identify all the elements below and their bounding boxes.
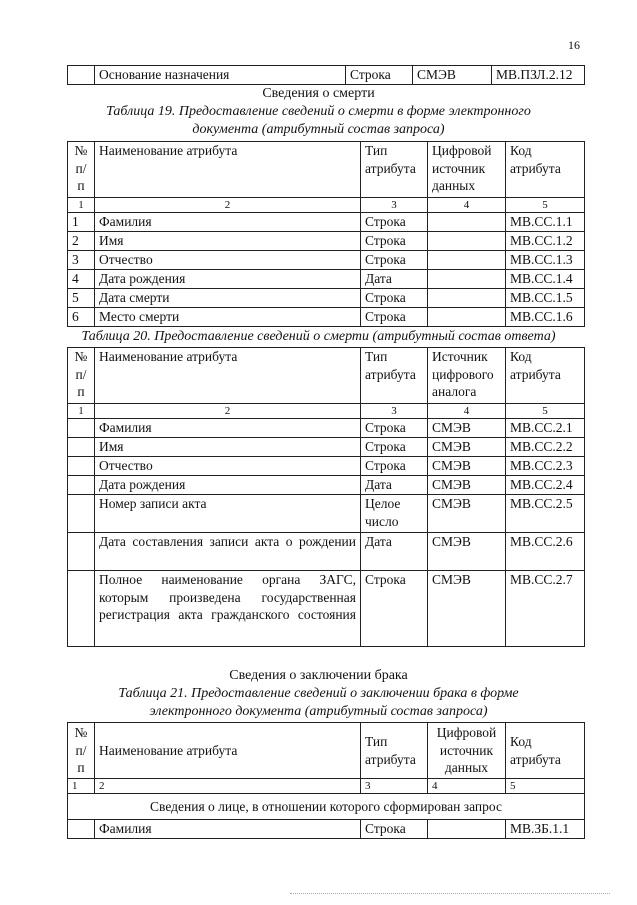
cell-source: СМЭВ	[428, 438, 506, 457]
index-cell: 5	[506, 779, 585, 794]
cell-attribute-name: Дата составления записи акта о рождении	[95, 533, 361, 571]
header-attribute-name: Наименование атрибута	[95, 142, 361, 198]
header-attribute-name: Наименование атрибута	[95, 348, 361, 404]
cell-code: МВ.СС.1.5	[506, 289, 585, 308]
table-row	[68, 66, 585, 85]
cell-attribute-type: Строка	[361, 213, 428, 232]
cell-attribute-type: Строка	[361, 232, 428, 251]
cell-number: 3	[68, 251, 95, 270]
cell-code: МВ.СС.1.6	[506, 308, 585, 327]
table-row	[68, 289, 585, 308]
cell-attribute-name: Фамилия	[95, 820, 361, 839]
cell-attribute-type: Строка	[361, 289, 428, 308]
cell-number: 6	[68, 308, 95, 327]
header-code: Код атрибута	[506, 723, 585, 779]
cell-code: МВ.СС.1.3	[506, 251, 585, 270]
cell-code: МВ.СС.1.4	[506, 270, 585, 289]
table21-caption-line2: электронного документа (атрибутный состав запроса)	[149, 704, 488, 719]
cell-number	[68, 533, 95, 571]
table-row	[68, 308, 585, 327]
header-code: Код атрибута	[506, 348, 585, 404]
cell-number	[68, 457, 95, 476]
cell-number	[68, 438, 95, 457]
cell-attribute-name: Место смерти	[95, 308, 361, 327]
cell-attribute-name: Дата рождения	[95, 270, 361, 289]
cell-code: МВ.СС.2.7	[506, 571, 585, 647]
cell-source: СМЭВ	[428, 571, 506, 647]
cell-code: МВ.СС.2.1	[506, 419, 585, 438]
cell-source	[428, 232, 506, 251]
table-row	[68, 251, 585, 270]
cell-attribute-name: Полное наименование органа ЗАГС, которым произведена государственная регистрация акта гражданского состояния	[95, 571, 361, 647]
index-cell: 2	[95, 198, 361, 213]
cell-number: 4	[68, 270, 95, 289]
header-number: № п/п	[68, 348, 95, 404]
table-row	[68, 457, 585, 476]
index-cell: 1	[68, 404, 95, 419]
cell-attribute-type: Строка	[361, 419, 428, 438]
cell-attribute-type: Дата	[361, 533, 428, 571]
cell-attribute-type: Строка	[361, 251, 428, 270]
cell-attribute-type: Целое число	[361, 495, 428, 533]
cell-attribute-type: Строка	[361, 308, 428, 327]
cell-number: 2	[68, 232, 95, 251]
table-row	[68, 571, 585, 647]
table-header-row	[68, 348, 585, 404]
cell-source: СМЭВ	[428, 476, 506, 495]
group-heading: Сведения о лице, в отношении которого сформирован запрос	[68, 794, 585, 820]
index-cell: 4	[428, 404, 506, 419]
cell-attribute-name: Отчество	[95, 457, 361, 476]
page-number: 16	[568, 38, 580, 52]
table-index-row	[68, 198, 585, 213]
table-index-row	[68, 779, 585, 794]
index-cell: 1	[68, 198, 95, 213]
cell-attribute-name: Имя	[95, 232, 361, 251]
table-row	[68, 476, 585, 495]
cell-source: СМЭВ	[428, 495, 506, 533]
index-cell: 3	[361, 779, 428, 794]
cell-source	[428, 820, 506, 839]
index-cell: 3	[361, 404, 428, 419]
header-code: Код атрибута	[506, 142, 585, 198]
cell-source	[428, 213, 506, 232]
cell-code: МВ.СС.2.6	[506, 533, 585, 571]
cell-attribute-type: Строка	[361, 438, 428, 457]
cell-number	[68, 476, 95, 495]
cell-attribute-type: Строка	[361, 457, 428, 476]
index-cell: 5	[506, 404, 585, 419]
index-cell: 1	[68, 779, 95, 794]
header-attribute-type: Тип атрибута	[361, 723, 428, 779]
table-row	[68, 232, 585, 251]
cell-attribute-name: Фамилия	[95, 419, 361, 438]
header-source: Цифровой источник данных	[428, 723, 506, 779]
table-19	[67, 141, 585, 327]
table-row	[68, 438, 585, 457]
table-group-row	[68, 794, 585, 820]
table-row	[68, 495, 585, 533]
cell-attribute-name: Отчество	[95, 251, 361, 270]
cell-number	[68, 419, 95, 438]
cell-code: МВ.СС.2.2	[506, 438, 585, 457]
cell-code: МВ.СС.2.5	[506, 495, 585, 533]
cell-number	[68, 571, 95, 647]
cell-code: МВ.СС.2.3	[506, 457, 585, 476]
index-cell: 3	[361, 198, 428, 213]
cell-code: МВ.ЗБ.1.1	[506, 820, 585, 839]
section-title-marriage: Сведения о заключении брака	[229, 668, 408, 683]
table-header-row	[68, 723, 585, 779]
cell-attribute-type: Дата	[361, 270, 428, 289]
cell-attribute-name: Имя	[95, 438, 361, 457]
cell-attribute-type: Дата	[361, 476, 428, 495]
cell-source: СМЭВ	[428, 419, 506, 438]
table-row	[68, 270, 585, 289]
cell-number: 1	[68, 213, 95, 232]
header-source: Источник цифрового аналога	[428, 348, 506, 404]
cell-attribute-type: Строка	[346, 66, 413, 85]
header-number: № п/п	[68, 723, 95, 779]
table19-caption-line1: Таблица 19. Предоставление сведений о смерти в форме электронного	[106, 104, 531, 119]
cell-attribute-type: Строка	[361, 571, 428, 647]
scan-artifact-line	[290, 893, 610, 894]
cell-number	[68, 495, 95, 533]
table19-caption-line2: документа (атрибутный состав запроса)	[192, 122, 445, 137]
table-index-row	[68, 404, 585, 419]
cell-source: СМЭВ	[428, 533, 506, 571]
cell-source: СМЭВ	[413, 66, 492, 85]
cell-code: МВ.СС.2.4	[506, 476, 585, 495]
cell-source	[428, 289, 506, 308]
index-cell: 4	[428, 198, 506, 213]
table-row	[68, 533, 585, 571]
cell-code: МВ.ПЗЛ.2.12	[492, 66, 585, 85]
table-20	[67, 347, 585, 647]
cell-attribute-name: Фамилия	[95, 213, 361, 232]
cell-source	[428, 270, 506, 289]
cell-code: МВ.СС.1.2	[506, 232, 585, 251]
cell-number	[68, 66, 95, 85]
header-attribute-type: Тип атрибута	[361, 348, 428, 404]
index-cell: 2	[95, 779, 361, 794]
table-continuation	[67, 65, 585, 85]
table-row	[68, 419, 585, 438]
table-21	[67, 722, 585, 839]
header-number: № п/п	[68, 142, 95, 198]
cell-number: 5	[68, 289, 95, 308]
cell-attribute-name: Дата смерти	[95, 289, 361, 308]
table-row	[68, 820, 585, 839]
cell-attribute-type: Строка	[361, 820, 428, 839]
table-header-row	[68, 142, 585, 198]
index-cell: 2	[95, 404, 361, 419]
table21-caption-line1: Таблица 21. Предоставление сведений о заключении брака в форме	[118, 686, 519, 701]
cell-attribute-name: Основание назначения	[95, 66, 346, 85]
cell-source: СМЭВ	[428, 457, 506, 476]
cell-code: МВ.СС.1.1	[506, 213, 585, 232]
header-source: Цифровой источник данных	[428, 142, 506, 198]
table20-caption: Таблица 20. Предоставление сведений о смерти (атрибутный состав ответа)	[81, 329, 556, 344]
header-attribute-type: Тип атрибута	[361, 142, 428, 198]
cell-attribute-name: Дата рождения	[95, 476, 361, 495]
cell-attribute-name: Номер записи акта	[95, 495, 361, 533]
header-attribute-name: Наименование атрибута	[95, 723, 361, 779]
section-title-death: Сведения о смерти	[262, 86, 375, 101]
index-cell: 5	[506, 198, 585, 213]
cell-source	[428, 251, 506, 270]
cell-number	[68, 820, 95, 839]
table-row	[68, 213, 585, 232]
cell-source	[428, 308, 506, 327]
index-cell: 4	[428, 779, 506, 794]
